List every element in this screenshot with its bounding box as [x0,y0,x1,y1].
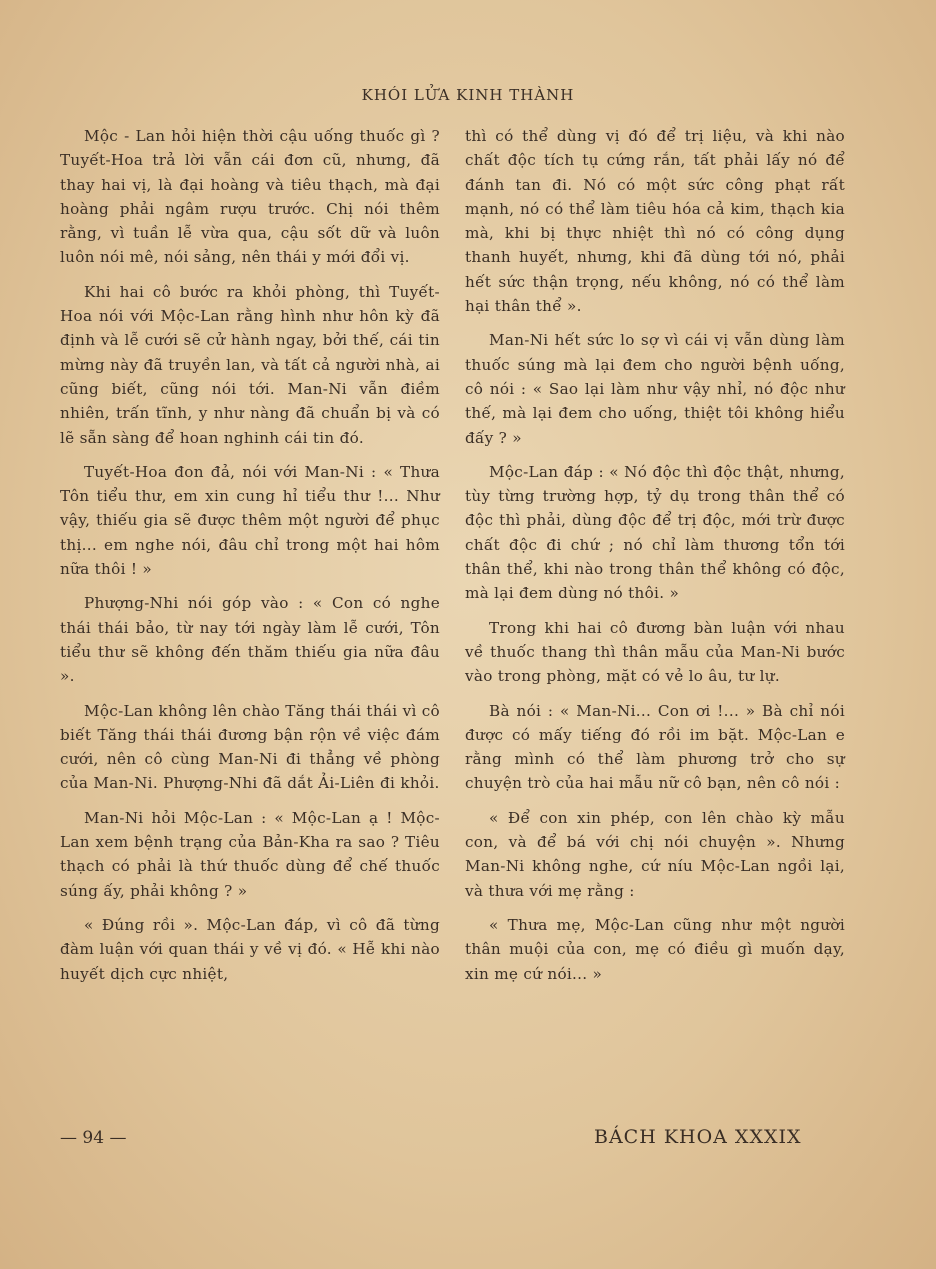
paragraph: Bà nói : « Man-Ni... Con ơi !... » Bà chỉ nói được có mấy tiếng đó rồi im bặt. Mộc-Lan e rằng mình có thể làm phương trở cho sự chuyện trò của hai mẫu nữ cô bạn, nên cô nói : [465,701,845,793]
paragraph: Man-Ni hỏi Mộc-Lan : « Mộc-Lan ạ ! Mộc-Lan xem bệnh trạng của Bản-Kha ra sao ? Tiêu thạch có phải là thứ thuốc dùng để chế thuốc súng ấy, phải không ? » [60,808,440,900]
right-column [465,124,845,996]
paragraph: « Thưa mẹ, Mộc-Lan cũng như một người thân muội của con, mẹ có điều gì muốn dạy, xin mẹ cứ nói... » [465,915,845,983]
paragraph: Mộc - Lan hỏi hiện thời cậu uống thuốc gì ? Tuyết-Hoa trả lời vẫn cái đơn cũ, nhưng, đã thay hai vị, là đại hoàng và tiêu thạch, mà đại hoàng phải ngâm rượu trước. Chị nói thêm rằng, vì tuần lễ vừa qua, cậu sốt dữ và luôn luôn nói mê, nói sảng, nên thái y mới đổi vị. [60,127,440,267]
paragraph: Trong khi hai cô đương bàn luận với nhau về thuốc thang thì thân mẫu của Man-Ni bước vào trong phòng, mặt có vẻ lo âu, tư lự. [465,618,845,686]
left-column [60,124,440,996]
paragraph: « Đúng rồi ». Mộc-Lan đáp, vì cô đã từng đàm luận với quan thái y về vị đó. « Hễ khi nào huyết dịch cực nhiệt, [60,915,440,983]
paragraph: Mộc-Lan không lên chào Tăng thái thái vì cô biết Tăng thái thái đương bận rộn về việc đám cưới, nên cô cùng Man-Ni đi thẳng về phòng của Man-Ni. Phượng-Nhi đã dắt Ải-Liên đi khỏi. [60,701,440,793]
paragraph: thì có thể dùng vị đó để trị liệu, và khi nào chất độc tích tụ cứng rắn, tất phải lấy nó để đánh tan đi. Nó có một sức công phạt rất mạnh, nó có thể làm tiêu hóa cả kim, thạch kia mà, khi bị thực nhiệt thì nó có công dụng thanh huyết, nhưng, khi đã dùng tới nó, phải hết sức thận trọng, nếu không, nó có thể làm hại thân thể ». [465,127,845,316]
running-header: KHÓI LỬA KINH THÀNH [361,86,575,104]
page-number: — 94 — [60,1128,127,1148]
paragraph: Khi hai cô bước ra khỏi phòng, thì Tuyết-Hoa nói với Mộc-Lan rằng hình như hôn kỳ đã định và lễ cưới sẽ cử hành ngay, bởi thế, cái tin mừng này đã truyền lan, và tất cả người nhà, ai cũng biết, cũng nói tới. Man-Ni vẫn điềm nhiên, trấn tĩnh, y như nàng đã chuẩn bị và có lẽ sẵn sàng để hoan nghinh cái tin đó. [60,282,440,447]
paragraph: Tuyết-Hoa đon đả, nói với Man-Ni : « Thưa Tôn tiểu thư, em xin cung hỉ tiểu thư !... Như vậy, thiếu gia sẽ được thêm một người để phục thị... em nghe nói, đâu chỉ trong một hai hôm nữa thôi ! » [60,462,440,579]
paragraph: « Để con xin phép, con lên chào kỳ mẫu con, và để bá với chị nói chuyện ». Nhưng Man-Ni không nghe, cứ níu Mộc-Lan ngồi lại, và thưa với mẹ rằng : [465,808,845,900]
paragraph: Mộc-Lan đáp : « Nó độc thì độc thật, nhưng, tùy từng trường hợp, tỷ dụ trong thân thể có độc thì phải, dùng độc để trị độc, mới trừ được chất độc đi chứ ; nó chỉ làm thương tổn tới thân thể, khi nào trong thân thể không có độc, mà lại đem dùng nó thôi. » [465,462,845,603]
publication-title: BÁCH KHOA XXXIX [594,1126,802,1148]
paragraph: Man-Ni hết sức lo sợ vì cái vị vẫn dùng làm thuốc súng mà lại đem cho người bệnh uống, cô nói : « Sao lại làm như vậy nhỉ, nó độc như thế, mà lại đem cho uống, thiệt tôi không hiểu đấy ? » [465,331,845,447]
paragraph: Phượng-Nhi nói góp vào : « Con có nghe thái thái bảo, từ nay tới ngày làm lễ cưới, Tôn tiểu thư sẽ không đến thăm thiếu gia nữa đâu ». [60,594,440,686]
